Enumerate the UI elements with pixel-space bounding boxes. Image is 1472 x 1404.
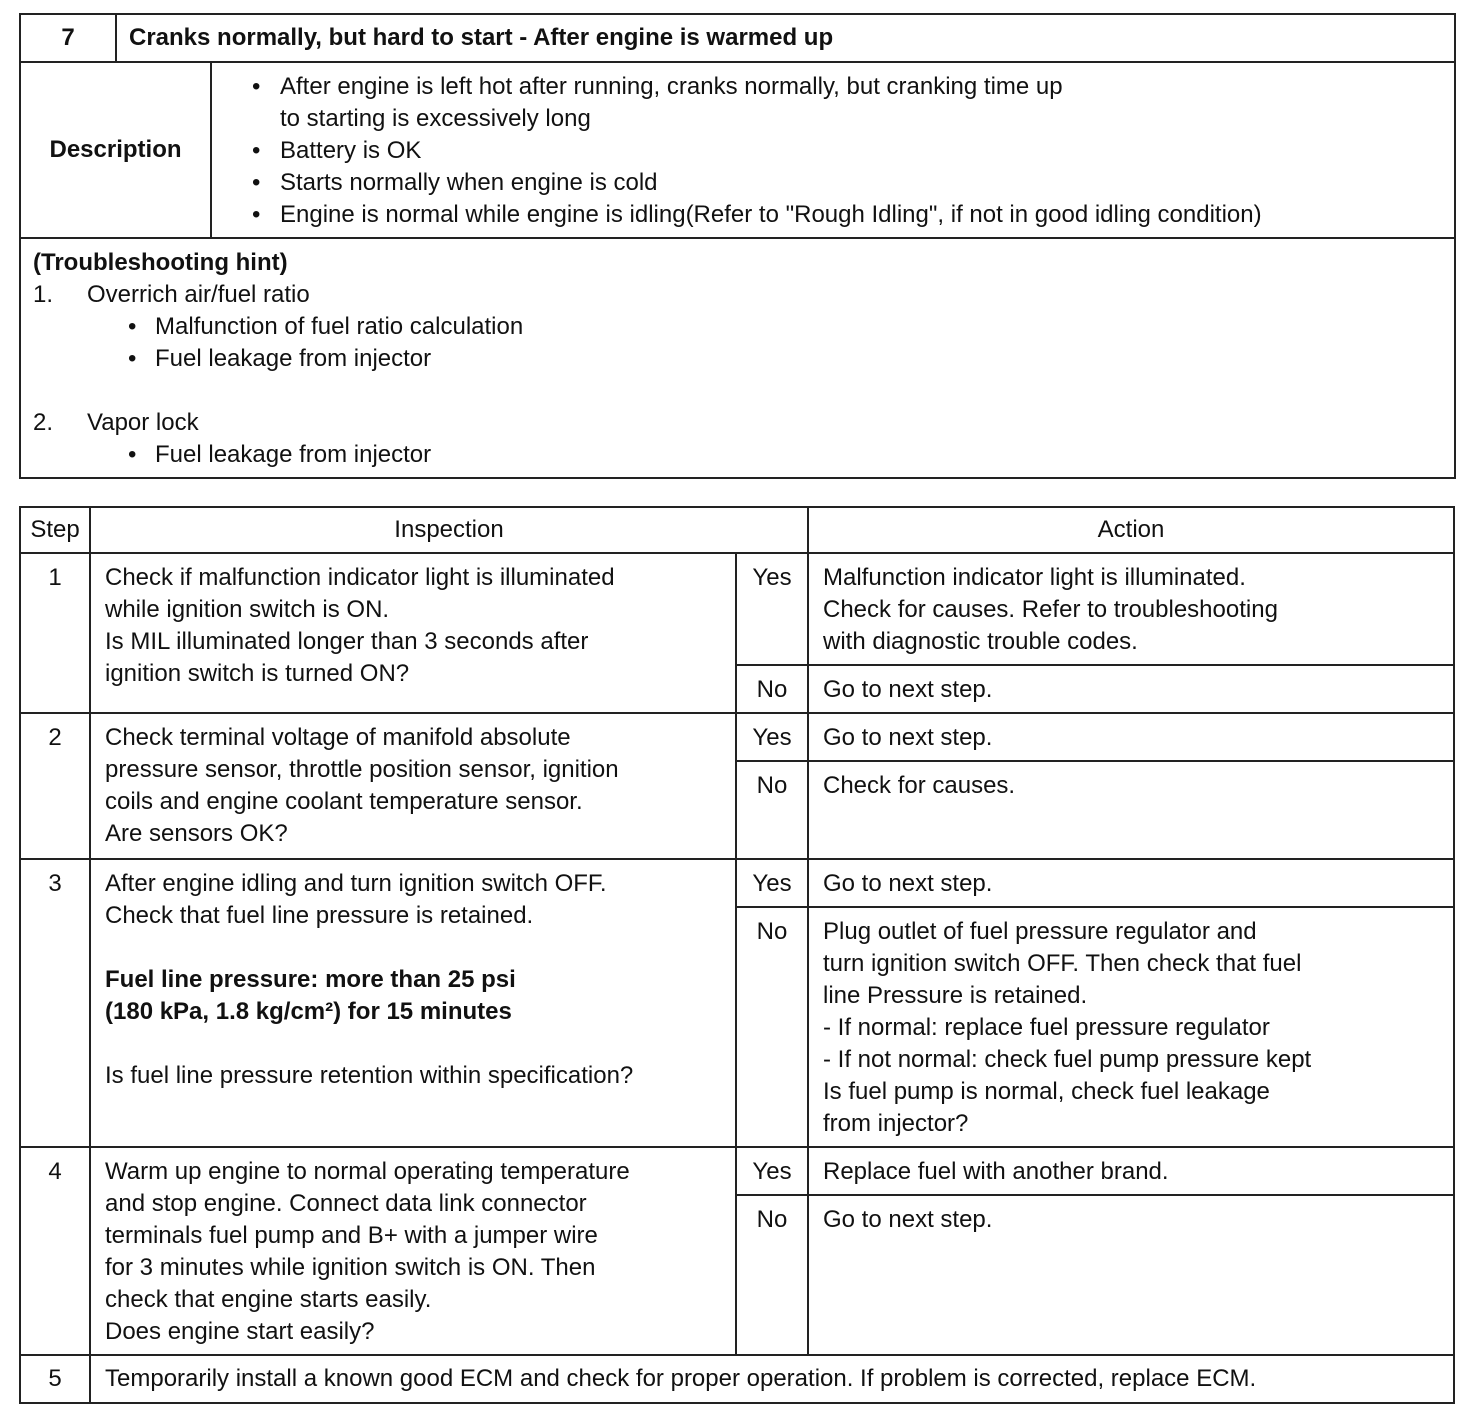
header-action: Action <box>808 507 1454 553</box>
symptom-table <box>19 13 1456 479</box>
inspection-line: coils and engine coolant temperature sensor. <box>105 788 583 815</box>
action-line: Plug outlet of fuel pressure regulator and <box>823 918 1257 945</box>
yes-action: Replace fuel with another brand. <box>808 1147 1454 1195</box>
description-bullet: • Starts normally when engine is cold <box>252 167 1454 199</box>
hint-item-text: Vapor lock <box>87 409 199 436</box>
yes-label: Yes <box>736 553 808 665</box>
action-line: - If normal: replace fuel pressure regulator <box>823 1014 1270 1041</box>
step-inspection <box>90 1147 736 1355</box>
inspection-line: check that engine starts easily. <box>105 1286 432 1313</box>
no-action: Go to next step. <box>808 665 1454 713</box>
symptom-title: Cranks normally, but hard to start - After engine is warmed up <box>116 14 1455 62</box>
inspection-line: Is MIL illuminated longer than 3 seconds after <box>105 628 589 655</box>
yes-label: Yes <box>736 859 808 907</box>
no-label: No <box>736 907 808 1147</box>
inspection-line: and stop engine. Connect data link connector <box>105 1190 587 1217</box>
inspection-line: Is fuel line pressure retention within specification? <box>105 1062 634 1089</box>
action-line: from injector? <box>823 1110 969 1137</box>
no-label: No <box>736 665 808 713</box>
inspection-line: terminals fuel pump and B+ with a jumper wire <box>105 1222 598 1249</box>
step-number: 1 <box>20 553 90 713</box>
action-line: turn ignition switch OFF. Then check that fuel <box>823 950 1302 977</box>
action-line: Check for causes. Refer to troubleshooting <box>823 596 1278 623</box>
step-row <box>20 1355 1454 1403</box>
step-number: 5 <box>20 1355 90 1403</box>
header-inspection: Inspection <box>90 507 808 553</box>
steps-header-row <box>20 507 1454 553</box>
step-number: 3 <box>20 859 90 1147</box>
description-bullet-cont: to starting is excessively long <box>280 105 591 132</box>
inspection-line: Check that fuel line pressure is retained. <box>105 902 534 929</box>
troubleshooting-hint <box>20 238 1455 478</box>
description-row <box>20 62 1455 238</box>
no-action: Check for causes. <box>808 761 1454 859</box>
inspection-line: Check if malfunction indicator light is illuminated <box>105 564 615 591</box>
action-line: Malfunction indicator light is illuminated. <box>823 564 1246 591</box>
symptom-header-row <box>20 14 1455 62</box>
spec-line: Fuel line pressure: more than 25 psi <box>105 966 516 993</box>
inspection-line: Warm up engine to normal operating temperature <box>105 1158 630 1185</box>
hint-sub-item: • Malfunction of fuel ratio calculation <box>33 311 1442 343</box>
inspection-line: Does engine start easily? <box>105 1318 375 1345</box>
action-line: Is fuel pump is normal, check fuel leakage <box>823 1078 1270 1105</box>
description-bullet: • Battery is OK <box>252 135 1454 167</box>
step-inspection <box>90 553 736 713</box>
yes-label: Yes <box>736 1147 808 1195</box>
step-full-text: Temporarily install a known good ECM and check for proper operation. If problem is corrected, replace ECM. <box>90 1355 1454 1403</box>
step-row <box>20 713 1454 761</box>
inspection-line: while ignition switch is ON. <box>105 596 390 623</box>
step-number: 2 <box>20 713 90 859</box>
no-label: No <box>736 761 808 859</box>
hint-sub-item: • Fuel leakage from injector <box>33 439 1442 471</box>
description-content <box>211 62 1455 238</box>
step-row <box>20 553 1454 665</box>
step-row <box>20 859 1454 907</box>
description-bullet: • Engine is normal while engine is idling(Refer to "Rough Idling", if not in good idling condition) <box>252 199 1454 231</box>
yes-action: Go to next step. <box>808 713 1454 761</box>
step-row <box>20 1147 1454 1195</box>
hint-item-number: 1. <box>33 281 54 308</box>
step-inspection <box>90 713 736 859</box>
no-label: No <box>736 1195 808 1355</box>
hint-sub-item: • Fuel leakage from injector <box>33 343 1442 375</box>
inspection-line: for 3 minutes while ignition switch is ON. Then <box>105 1254 596 1281</box>
yes-action <box>808 553 1454 665</box>
no-action <box>808 907 1454 1147</box>
no-action: Go to next step. <box>808 1195 1454 1355</box>
hint-item-number: 2. <box>33 409 54 436</box>
hint-item <box>33 407 1442 439</box>
hint-row <box>20 238 1455 478</box>
description-label: Description <box>20 62 211 238</box>
inspection-line: Are sensors OK? <box>105 820 288 847</box>
yes-label: Yes <box>736 713 808 761</box>
yes-action: Go to next step. <box>808 859 1454 907</box>
header-step: Step <box>20 507 90 553</box>
description-bullet: • After engine is left hot after running, cranks normally, but cranking time up <box>252 71 1454 103</box>
hint-item-text: Overrich air/fuel ratio <box>87 281 310 308</box>
inspection-line: Check terminal voltage of manifold absolute <box>105 724 571 751</box>
symptom-number: 7 <box>20 14 116 62</box>
spec-line: (180 kPa, 1.8 kg/cm²) for 15 minutes <box>105 998 512 1025</box>
inspection-steps-table <box>19 506 1455 1404</box>
hint-item <box>33 279 1442 311</box>
action-line: - If not normal: check fuel pump pressure kept <box>823 1046 1312 1073</box>
step-inspection <box>90 859 736 1147</box>
action-line: with diagnostic trouble codes. <box>823 628 1138 655</box>
hint-title: (Troubleshooting hint) <box>33 249 288 276</box>
action-line: line Pressure is retained. <box>823 982 1088 1009</box>
inspection-line: After engine idling and turn ignition switch OFF. <box>105 870 607 897</box>
inspection-line: ignition switch is turned ON? <box>105 660 410 687</box>
step-number: 4 <box>20 1147 90 1355</box>
inspection-line: pressure sensor, throttle position sensor, ignition <box>105 756 619 783</box>
